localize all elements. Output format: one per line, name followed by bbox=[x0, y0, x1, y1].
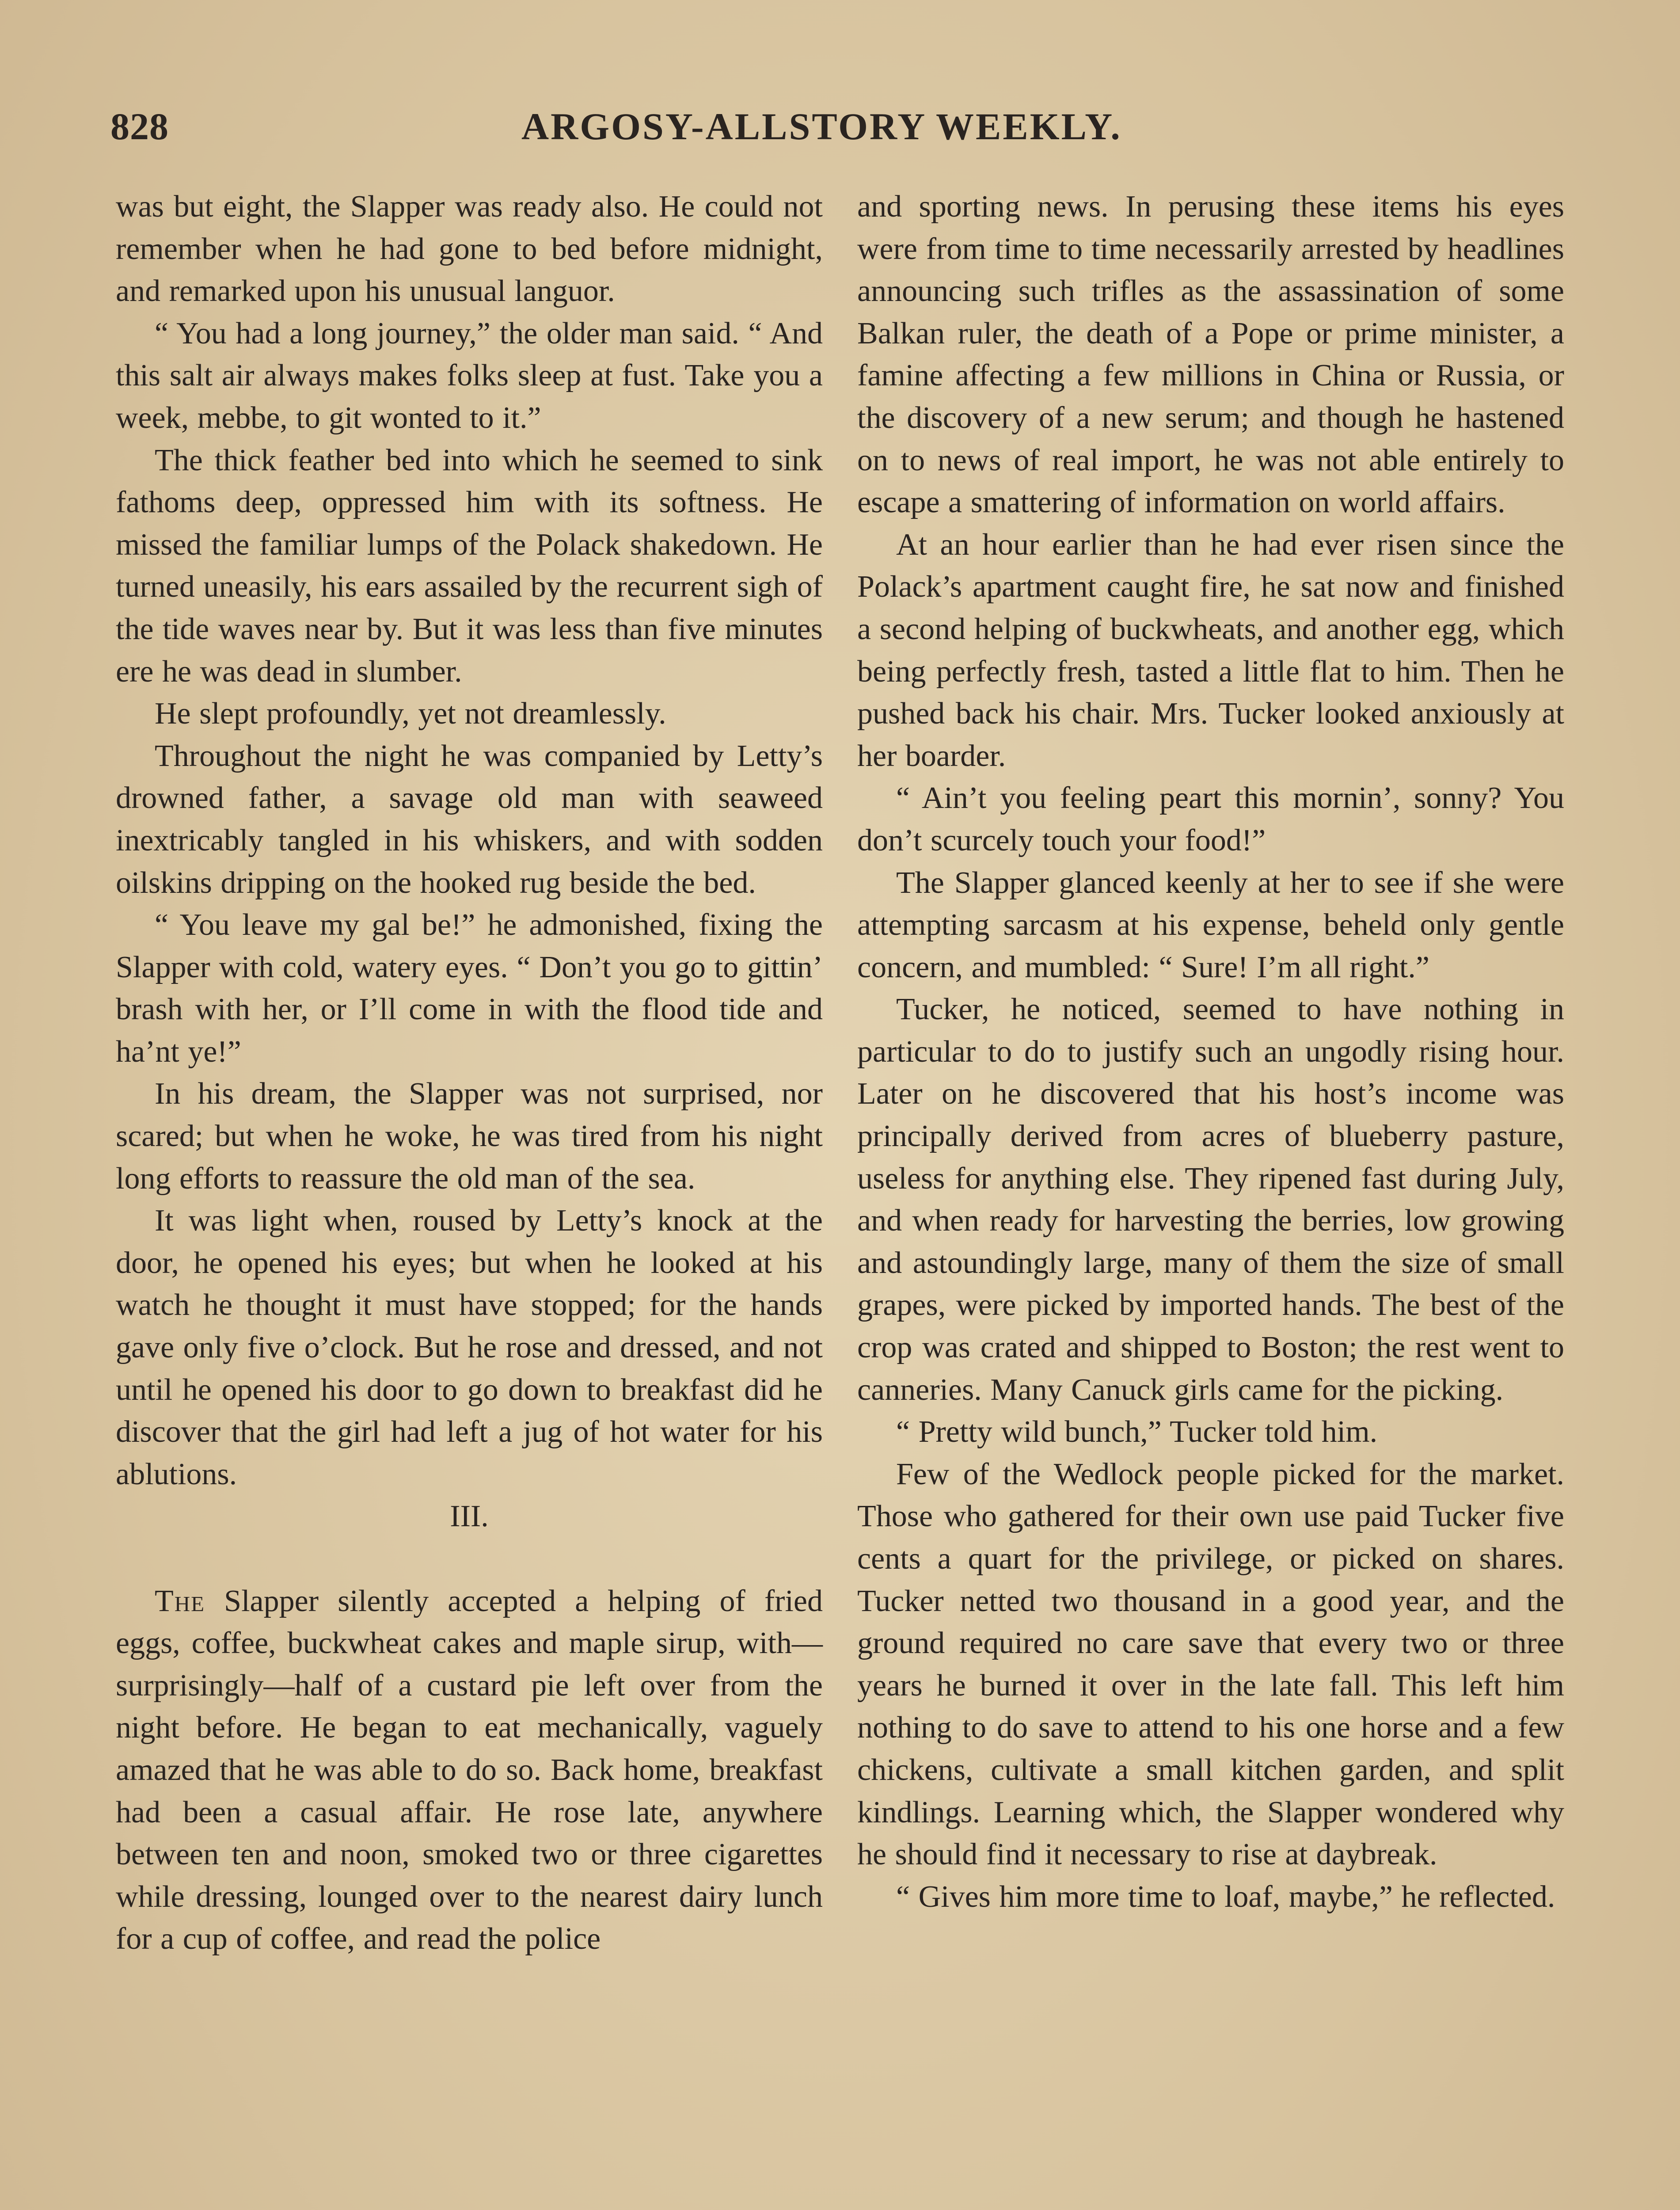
paragraph: Few of the Wedlock people picked for the market. Those who gathered for their own use paid Tucker five cents a quart for the privilege, or picked on shares. Tucker netted two thousand in a good year, and the ground required no care save that every two or three years he burned it over in the late fall. This left him nothing to do save to attend to his one horse and a few chickens, cultivate a small kitchen garden, and split kindlings. Learning which, the Slapper wondered why he should find it necessary to rise at daybreak. bbox=[857, 1457, 1564, 1872]
paragraph: “ Pretty wild bunch,” Tucker told him. bbox=[896, 1415, 1378, 1449]
paragraph: “ Gives him more time to loaf, maybe,” he reflected. bbox=[896, 1879, 1555, 1914]
paragraph: The Slapper glanced keenly at her to see if she were attempting sarcasm at his expense, beheld only gentle concern, and mumbled: “ Sure! I’m all right.” bbox=[857, 865, 1564, 984]
section-heading: III. bbox=[450, 1499, 489, 1534]
paragraph: “ You had a long journey,” the older man said. “ And this salt air always makes folks sleep at fust. Take you a week, mebbe, to git wonted to it.” bbox=[116, 316, 823, 435]
paragraph-body: Slapper silently accepted a helping of fried eggs, coffee, buckwheat cakes and maple sirup, with—surprisingly—half of a custard pie left over from the night before. He began to eat mechanically, vaguely amazed that he was able to do so. Back home, breakfast had been a casual affair. He rose late, anywhere between ten and noon, smoked two or three cigarettes while dressing, lounged over to the nearest dairy lunch for a cup of coffee, and read the police bbox=[116, 1584, 823, 1956]
right-column bbox=[857, 186, 1564, 1918]
paragraph: At an hour earlier than he had ever risen since the Polack’s apartment caught fire, he sat now and finished a second helping of buckwheats, and another egg, which being perfectly fresh, tasted a little flat to him. Then he pushed back his chair. Mrs. Tucker looked anxiously at her boarder. bbox=[857, 527, 1564, 773]
paragraph: and sporting news. In perusing these items his eyes were from time to time necessarily arrested by headlines announcing such trifles as the assassination of some Balkan ruler, the death of a Pope or prime minister, a famine affecting a few millions in China or Russia, or the discovery of a new serum; and though he hastened on to news of real import, he was not able entirely to escape a smattering of information on world affairs. bbox=[857, 190, 1564, 520]
paragraph: He slept profoundly, yet not dreamlessly. bbox=[155, 697, 666, 731]
paragraph: Tucker, he noticed, seemed to have nothing in particular to do to justify such an ungodly rising hour. Later on he discovered that his host’s income was principally derived from acres of blueberry pasture, useless for anything else. They ripened fast during July, and when ready for harvesting the berries, low growing and astoundingly large, many of them the size of small grapes, were picked by imported hands. The best of the crop was crated and shipped to Boston; the rest went to canneries. Many Canuck girls came for the picking. bbox=[857, 992, 1564, 1407]
paragraph: It was light when, roused by Letty’s knock at the door, he opened his eyes; but when he looked at his watch he thought it must have stopped; for the hands gave only five o’clock. But he rose and dressed, and not until he opened his door to go down to breakfast did he discover that the girl had left a jug of hot water for his ablutions. bbox=[116, 1204, 823, 1491]
paragraph: Throughout the night he was companied by Letty’s drowned father, a savage old man with seaweed inextricably tangled in his whiskers, and with sodden oilskins dripping on the hooked rug beside the bed. bbox=[116, 739, 823, 900]
paragraph: “ You leave my gal be!” he admonished, fixing the Slapper with cold, watery eyes. “ Don’t you go to gittin’ brash with her, or I’ll come in with the flood tide and ha’nt ye!” bbox=[116, 908, 823, 1069]
paragraph bbox=[116, 1580, 823, 1960]
paragraph: In his dream, the Slapper was not surprised, nor scared; but when he woke, he was tired from his night long efforts to reassure the old man of the sea. bbox=[116, 1077, 823, 1196]
running-head: ARGOSY-ALLSTORY WEEKLY. bbox=[521, 105, 1122, 148]
left-column bbox=[116, 186, 823, 1960]
paragraph: was but eight, the Slapper was ready also. He could not remember when he had gone to bed before midnight, and remarked upon his unusual languor. bbox=[116, 190, 823, 309]
page-number: 828 bbox=[110, 105, 169, 148]
section-spacer bbox=[116, 1538, 823, 1580]
paragraph: “ Ain’t you feeling peart this mornin’, sonny? You don’t scurcely touch your food!” bbox=[857, 781, 1564, 857]
paragraph: The thick feather bed into which he seemed to sink fathoms deep, oppressed him with its softness. He missed the familiar lumps of the Polack shakedown. He turned uneasily, his ears assailed by the recurrent sigh of the tide waves near by. But it was less than five minutes ere he was dead in slumber. bbox=[116, 443, 823, 689]
small-caps-lead: The bbox=[155, 1584, 205, 1618]
